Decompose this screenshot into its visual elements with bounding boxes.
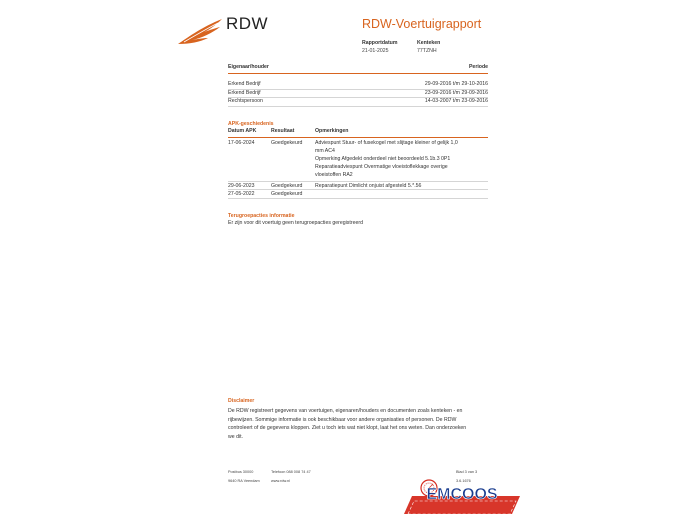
apk-result: Goedgekeurd [271,139,303,146]
apk-header [228,128,488,136]
recall-section-title: Terugroepacties informatie [228,213,295,219]
apk-remark-line: Adviespunt Stuur- of fusekogel met slijtage kleiner of gelijk 1,0 [315,139,458,146]
footer-phone: Telefoon 088 008 74 47 [271,470,311,474]
owner-period: 14-03-2007 t/m 23-09-2016 [424,98,488,104]
rapportdatum-value: 21-01-2025 [362,48,389,54]
apk-col-result: Resultaat [271,128,295,134]
owners-header [228,64,488,70]
footer-code: 3.6.1676 [456,478,471,483]
disclaimer-line: controleert of de gegevens kloppen. Ziet u toch iets wat niet klopt, laat het ons weten. Dan onderzoeken [228,425,467,431]
footer-page: Blad 3 van 3 [456,470,478,474]
apk-col-remarks: Opmerkingen [315,128,349,134]
apk-remark-line: Opmerking Afgedekt onderdeel niet beoordeeld 5.1b.3 0P1 [315,155,451,162]
apk-section-title: APK-geschiedenis [228,121,274,127]
brand-name: RDW [226,14,269,33]
apk-remark-line: mm AC4 [315,147,335,154]
report-title: RDW-Voertuigrapport [362,17,482,31]
rdw-logo-icon [176,18,224,46]
disclaimer-title: Disclaimer [228,398,255,404]
apk-row [228,190,488,198]
kenteken-label: Kenteken [417,40,441,46]
footer-postbus: Postbus 30000 [228,470,254,474]
footer-postal [228,468,260,485]
owner-type: Erkend Bedrijf [228,89,261,96]
owners-col-owner: Eigenaar/houder [228,64,269,70]
row-divider [228,198,488,199]
owners-header-rule [228,73,488,74]
rapportdatum-label: Rapportdatum [362,40,398,46]
apk-row [228,139,488,182]
owner-type: Erkend Bedrijf [228,81,261,87]
owner-period: 29-09-2016 t/m 29-10-2016 [424,81,488,87]
disclaimer-line: De RDW registreert gegevens van voertuigen, eigenaren/houders en documenten zoals kenteken - en [228,408,463,414]
kenteken-block [417,39,440,55]
apk-result: Goedgekeurd [271,190,303,197]
apk-date: 29-06-2023 [228,182,255,189]
disclaimer-line: rijbewijzen. Sommige informatie is ook beschikbaar voor andere organisaties of personen. De RDW [228,416,457,423]
watermark-text: EMCOOS [426,486,498,503]
apk-col-date: Datum APK [228,128,257,134]
apk-result: Goedgekeurd [271,182,303,189]
apk-remark-line: Reparatieadviespunt Overmatige vloeistoflekkage overige [315,164,448,171]
apk-date: 27-05-2022 [228,190,255,197]
row-divider [228,106,488,107]
disclaimer-text [228,407,490,441]
recall-text: Er zijn voor dit voertuig geen terugroepacties geregistreerd [228,220,363,226]
kenteken-value: 77TZNH [417,48,437,54]
footer-contact [271,468,311,485]
disclaimer-line: we dit. [228,433,243,440]
apk-remark-line: Reparatiepunt Dimlicht onjuist afgesteld 5.*.56 [315,182,422,189]
apk-remarks [315,139,485,180]
owner-period: 23-09-2016 t/m 29-09-2016 [424,89,488,96]
footer-website: www.rdw.nl [271,478,290,483]
emcoos-watermark-logo [402,474,522,514]
apk-date: 17-06-2024 [228,139,255,146]
apk-remark-line: vloeistoffen RA2 [315,172,353,179]
rapportdatum-block [362,39,397,55]
owners-col-period: Periode [468,64,488,70]
footer-address: 9640 RA Veendam [228,478,260,483]
owner-type: Rechtspersoon [228,98,263,104]
